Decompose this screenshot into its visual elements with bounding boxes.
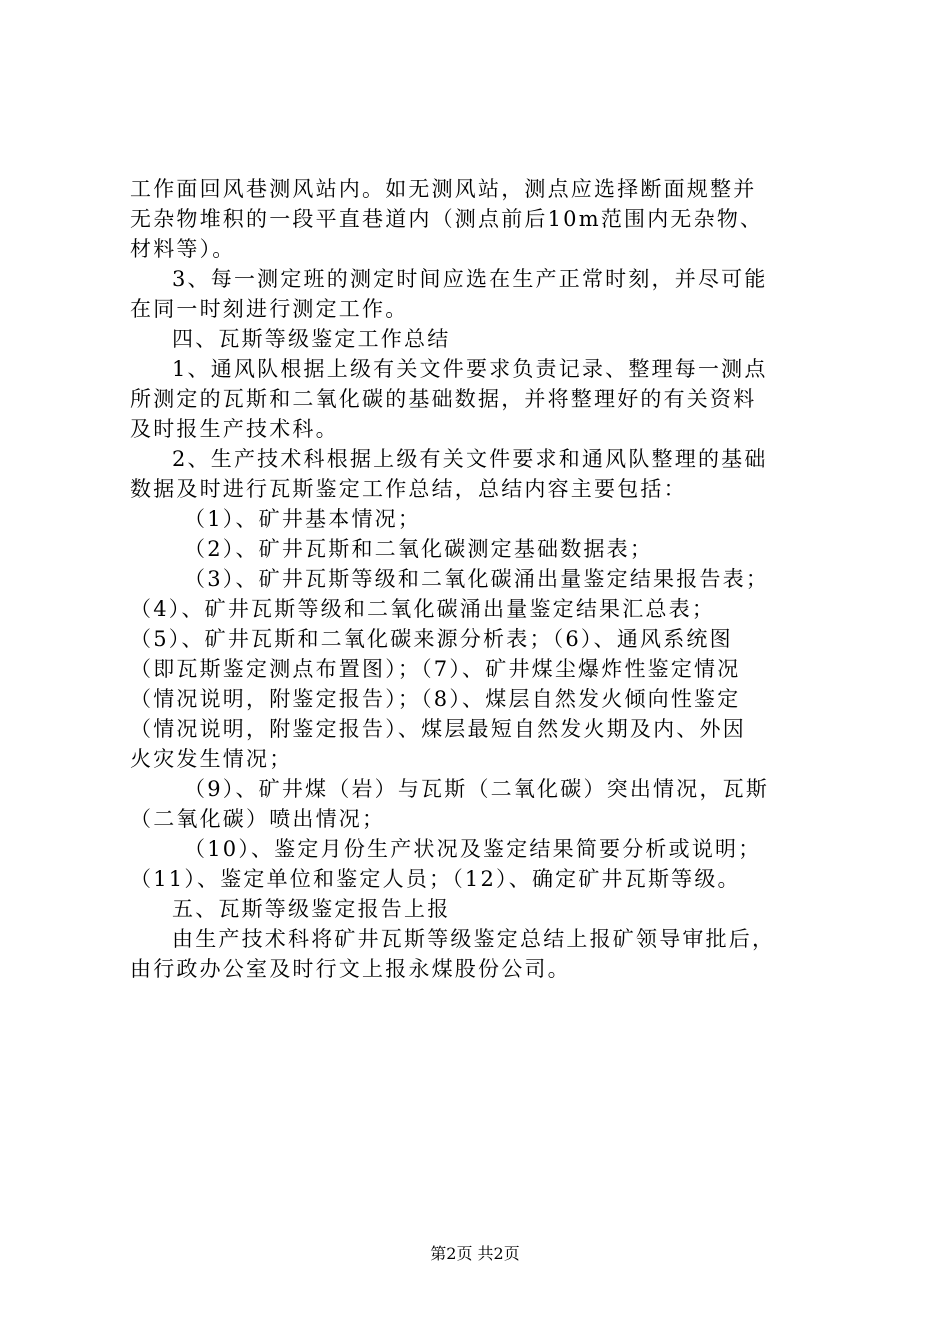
text-line: （情况说明，附鉴定报告）；（8）、煤层自然发火倾向性鉴定 [130,687,741,711]
page-number-footer: 第2页 共2页 [430,1244,520,1263]
text-line: 在同一时刻进行测定工作。 [130,297,409,321]
section-heading: 四、瓦斯等级鉴定工作总结 [172,327,451,351]
text-line: 材料等）。 [130,237,236,261]
list-item: （10）、鉴定月份生产状况及鉴定结果简要分析或说明； [184,837,762,861]
section-heading: 五、瓦斯等级鉴定报告上报 [172,897,451,921]
list-item: （9）、矿井煤（岩）与瓦斯（二氧化碳）突出情况，瓦斯 [184,777,770,801]
text-line: 火灾发生情况； [130,747,293,771]
list-item: （2）、矿井瓦斯和二氧化碳测定基础数据表； [184,537,654,561]
text-line: 1、通风队根据上级有关文件要求负责记录、整理每一测点 [172,357,768,381]
text-line: 由行政办公室及时行文上报永煤股份公司。 [130,957,571,981]
text-line: （即瓦斯鉴定测点布置图）；（7）、矿井煤尘爆炸性鉴定情况 [130,657,741,681]
list-item: （11）、鉴定单位和鉴定人员；（12）、确定矿井瓦斯等级。 [130,867,741,891]
list-item: （5）、矿井瓦斯和二氧化碳来源分析表；（6）、通风系统图 [130,627,733,651]
text-line: （二氧化碳）喷出情况； [130,807,386,831]
list-item: （3）、矿井瓦斯等级和二氧化碳涌出量鉴定结果报告表； [184,567,770,591]
document-body [130,174,830,984]
text-line: 无杂物堆积的一段平直巷道内（测点前后10m范围内无杂物、 [130,207,764,231]
text-line: 所测定的瓦斯和二氧化碳的基础数据，并将整理好的有关资料 [130,387,757,411]
text-line: 2、生产技术科根据上级有关文件要求和通风队整理的基础 [172,447,768,471]
list-item: （4）、矿井瓦斯等级和二氧化碳涌出量鉴定结果汇总表； [130,597,716,621]
text-line: 由生产技术科将矿井瓦斯等级鉴定总结上报矿领导审批后， [172,927,776,951]
list-item: （1）、矿井基本情况； [184,507,422,531]
text-line: 及时报生产技术科。 [130,417,339,441]
text-line: 3、每一测定班的测定时间应选在生产正常时刻，并尽可能 [172,267,768,291]
text-line: 工作面回风巷测风站内。如无测风站，测点应选择断面规整并 [130,177,757,201]
text-line: 数据及时进行瓦斯鉴定工作总结，总结内容主要包括： [130,477,687,501]
text-line: （情况说明，附鉴定报告）、煤层最短自然发火期及内、外因 [130,717,746,741]
